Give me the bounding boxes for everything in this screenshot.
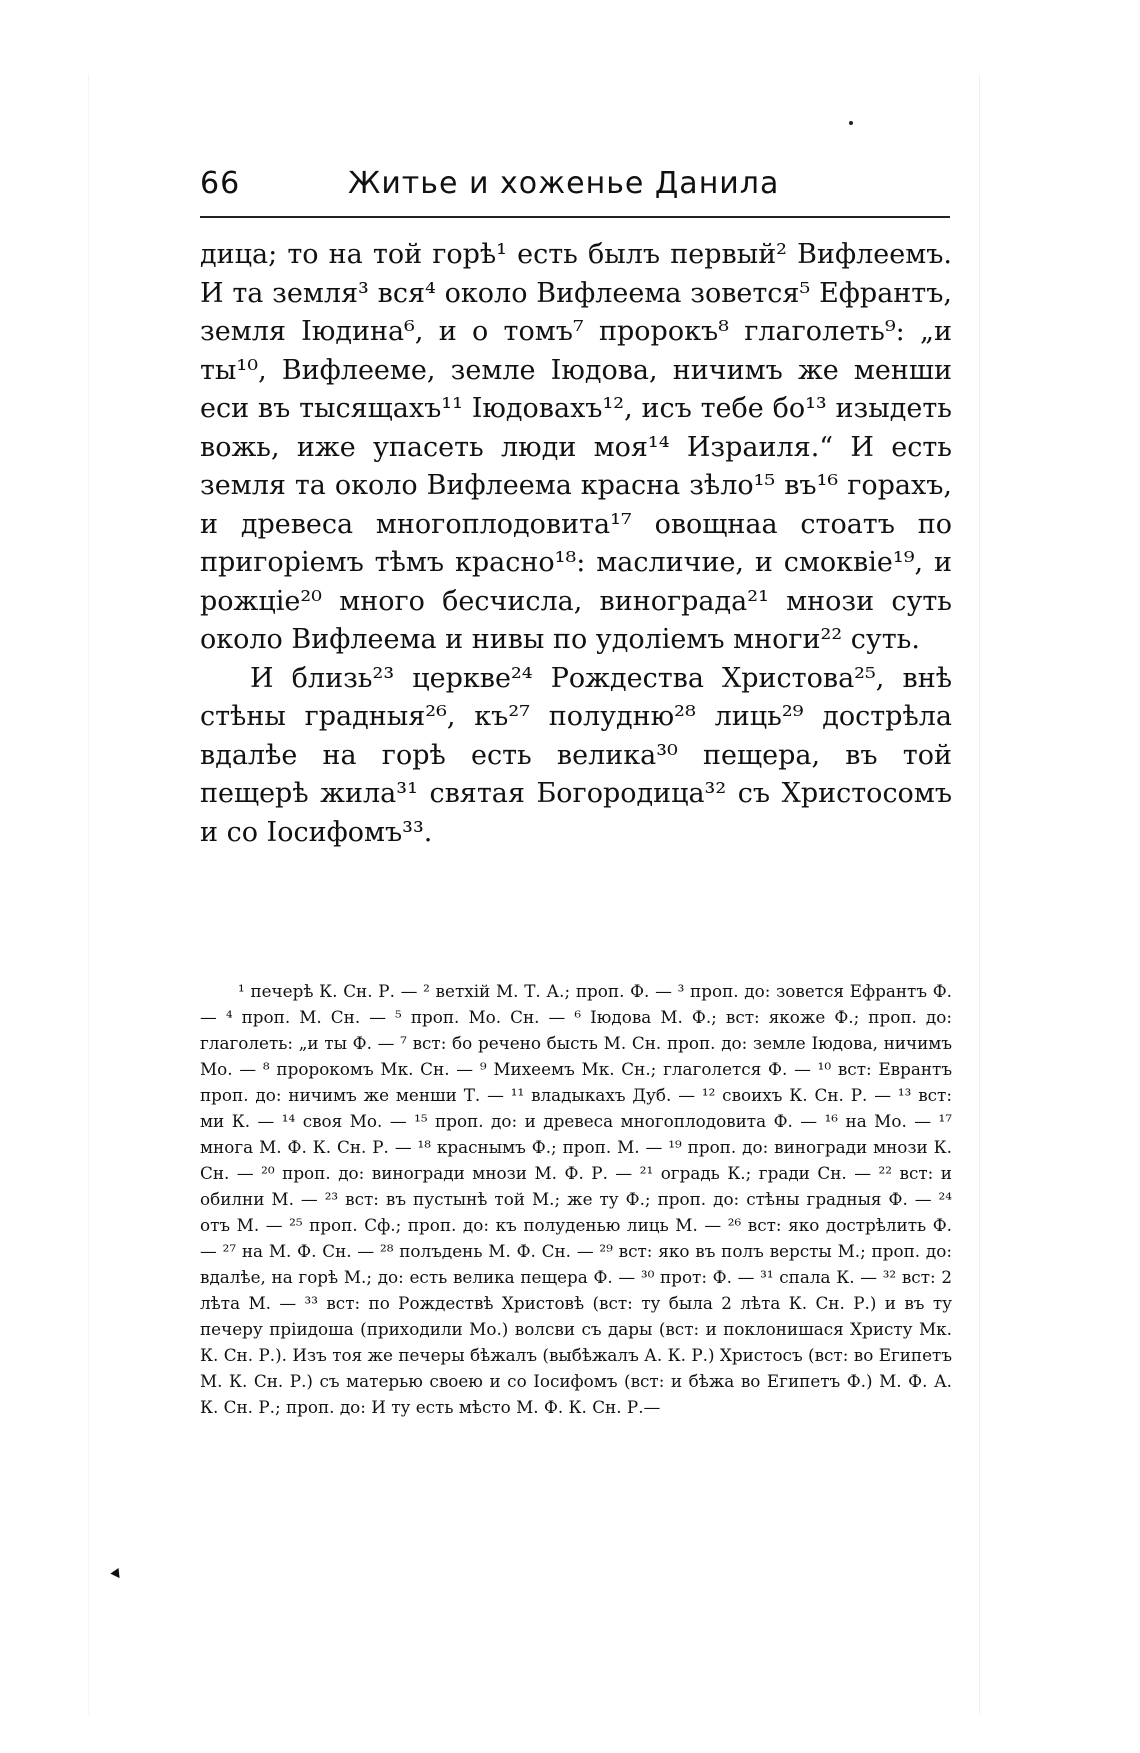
stray-dot-mark <box>849 121 853 125</box>
main-text <box>200 236 952 852</box>
main-paragraph: И близь²³ церкве²⁴ Рождества Христова²⁵, внѣ стѣны градныя²⁶, къ²⁷ полудню²⁸ лиць²⁹ дострѣла вдалѣе на горѣ есть велика³⁰ пещера, въ той пещерѣ жила³¹ святая Богородица³² съ Христосомъ и со Іосифомъ³³. <box>200 662 952 848</box>
running-title: Житье и хоженье Данила <box>348 166 780 201</box>
page-number: 66 <box>200 166 241 201</box>
page-header <box>200 160 950 218</box>
footnote-block: ¹ печерѣ К. Сн. Р. — ² ветхій М. Т. А.; проп. Ф. — ³ проп. до: зовется Ефрантъ Ф. — ⁴ проп. М. Сн. — ⁵ проп. Мо. Сн. — ⁶ Іюдова М. Ф.; вст: якоже Ф.; проп. до: глаголеть: „и ты Ф. — ⁷ вст: бо речено бысть М. Сн. проп. до: земле Іюдова, ничимъ Мо. — ⁸ пророкомъ Мк. Сн. — ⁹ Михеемъ Мк. Сн.; глаголется Ф. — ¹⁰ вст: Еврантъ проп. до: ничимъ же менши Т. — ¹¹ владыкахъ Дуб. — ¹² своихъ К. Сн. Р. — ¹³ вст: ми К. — ¹⁴ своя Мо. — ¹⁵ проп. до: и древеса многоплодовита Ф. — ¹⁶ на Мо. — ¹⁷ многа М. Ф. К. Сн. Р. — ¹⁸ краснымъ Ф.; проп. М. — ¹⁹ проп. до: виногради мнози К. Сн. — ²⁰ проп. до: виногради мнози М. Ф. Р. — ²¹ оградь К.; гради Сн. — ²² вст: и обилни М. — ²³ вст: въ пустынѣ той М.; же ту Ф.; проп. до: стѣны градныя Ф. — ²⁴ отъ М. — ²⁵ проп. Сф.; проп. до: къ полуденью лиць М. — ²⁶ вст: яко дострѣлить Ф. — ²⁷ на М. Ф. Сн. — ²⁸ полъдень М. Ф. Сн. — ²⁹ вст: яко въ полъ версты М.; проп. до: вдалѣе, на горѣ М.; до: есть велика пещера Ф. — ³⁰ прот: Ф. — ³¹ спала К. — ³² вст: 2 лѣта М. — ³³ вст: по Рождествѣ Христовѣ (вст: ту была 2 лѣта К. Сн. Р.) и въ ту печеру пріидоша (приходили Мо.) волсви съ дары (вст: и поклонишася Христу Мк. К. Сн. Р.). Изъ тоя же печеры бѣжалъ (выбѣжалъ А. К. Р.) Христосъ (вст: во Египетъ М. К. Сн. Р.) съ матерью своею и со Іосифомъ (вст: и бѣжа во Египетъ Ф.) М. Ф. А. К. Сн. Р.; проп. до: И ту есть мѣсто М. Ф. К. Сн. Р.— <box>200 981 952 1417</box>
footnotes <box>200 978 952 1420</box>
main-paragraph: дица; то на той горѣ¹ есть былъ первый² Вифлеемъ. И та земля³ вся⁴ около Вифлеема зовется⁵ Ефрантъ, земля Іюдина⁶, и о томъ⁷ пророкъ⁸ глаголеть⁹: „и ты¹⁰, Вифлееме, земле Іюдова, ничимъ же менши еси въ тысящахъ¹¹ Іюдовахъ¹², исъ тебе бо¹³ изыдеть вожь, иже упасеть люди моя¹⁴ Израиля.“ И есть земля та около Вифлеема красна зѣло¹⁵ въ¹⁶ горахъ, и древеса многоплодовита¹⁷ овощнаа стоатъ по пригоріемъ тѣмъ красно¹⁸: масличие, и смоквіе¹⁹, и рожціе²⁰ много бесчисла, винограда²¹ мнози суть около Вифлеема и нивы по удоліемъ многи²² суть. <box>200 239 952 655</box>
